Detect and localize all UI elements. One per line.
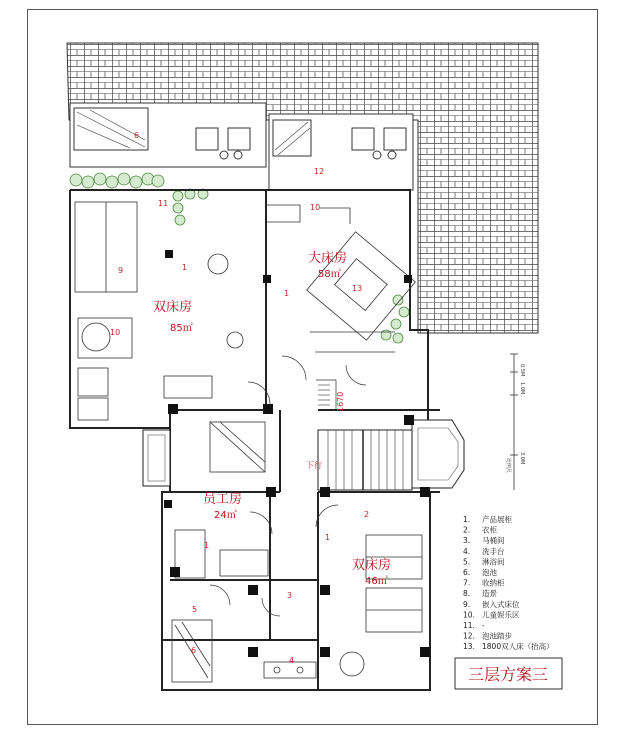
legend-item: 洗手台 (482, 546, 505, 556)
marker: 13 (352, 284, 363, 293)
legend-number: 6. (463, 568, 471, 577)
legend-number: 12. (463, 631, 475, 641)
legend-number: 11. (463, 621, 475, 630)
legend-number: 2. (463, 525, 471, 535)
legend-number: 7. (463, 578, 471, 588)
stair-dimension: 1670 (336, 391, 345, 412)
marker: 10 (310, 203, 321, 212)
marker: 6 (191, 646, 197, 655)
room-area-double-big: 85㎡ (170, 323, 193, 334)
marker: 1 (204, 541, 210, 550)
terrace-left (70, 103, 266, 167)
marker: 1 (182, 263, 188, 272)
marker: 5 (192, 605, 198, 614)
legend-item: 嵌入式床位 (482, 599, 520, 609)
legend-item: 儿童娱乐区 (482, 610, 520, 620)
legend-item: 产品展柜 (482, 515, 512, 524)
legend-item: 造景 (482, 589, 497, 599)
room-name-master: 大床房 (308, 251, 348, 266)
legend-item: - (482, 621, 485, 630)
fixture-markers (110, 131, 369, 665)
legend-number: 5. (463, 557, 471, 567)
marker: 2 (364, 510, 370, 519)
room-area-double-small: 46㎡ (365, 576, 388, 587)
marker: 11 (158, 199, 169, 208)
svg-text:0.5M: 0.5M (519, 364, 525, 377)
legend-item: 淋浴间 (482, 557, 505, 567)
plan-title: 三层方案三 (467, 665, 549, 684)
shrubs (70, 173, 409, 343)
marker: 3 (287, 591, 293, 600)
legend-item: 1800双人床（抬高） (482, 642, 554, 652)
room-labels (153, 250, 391, 587)
legend-number: 4. (463, 546, 471, 556)
legend (463, 514, 554, 651)
marker: 10 (110, 328, 121, 337)
room-area-staff: 24㎡ (214, 510, 237, 521)
marker: 4 (289, 656, 295, 665)
plan-title-box (455, 658, 562, 689)
legend-number: 10. (463, 610, 475, 620)
marker: 1 (284, 289, 290, 298)
room-name-staff: 员工房 (203, 492, 243, 507)
marker: 12 (314, 167, 325, 176)
legend-number: 13. (463, 642, 475, 652)
marker: 1 (325, 533, 331, 542)
legend-number: 1. (463, 515, 471, 524)
legend-item: 泡池踏步 (482, 631, 512, 641)
svg-text:比例尺: 比例尺 (505, 458, 511, 474)
legend-number: 9. (463, 599, 471, 609)
legend-number: 3. (463, 536, 471, 546)
svg-text:3.0M: 3.0M (519, 452, 525, 465)
legend-item: 马桶间 (482, 536, 505, 546)
scale-labels (505, 364, 525, 473)
svg-text:1.0M: 1.0M (519, 382, 525, 395)
room-name-double-big: 双床房 (153, 300, 193, 315)
legend-item: 收纳柜 (482, 578, 505, 588)
marker: 6 (134, 131, 140, 140)
left-balcony (143, 430, 170, 486)
room-area-master: 58㎡ (318, 269, 341, 280)
legend-number: 8. (463, 589, 471, 599)
room-name-double-small: 双床房 (352, 558, 392, 573)
stair-down-label: 下行 (306, 461, 322, 470)
terrace-right (269, 114, 413, 190)
marker: 9 (118, 266, 124, 275)
legend-item: 衣柜 (482, 525, 497, 535)
legend-item: 泡池 (482, 568, 497, 577)
